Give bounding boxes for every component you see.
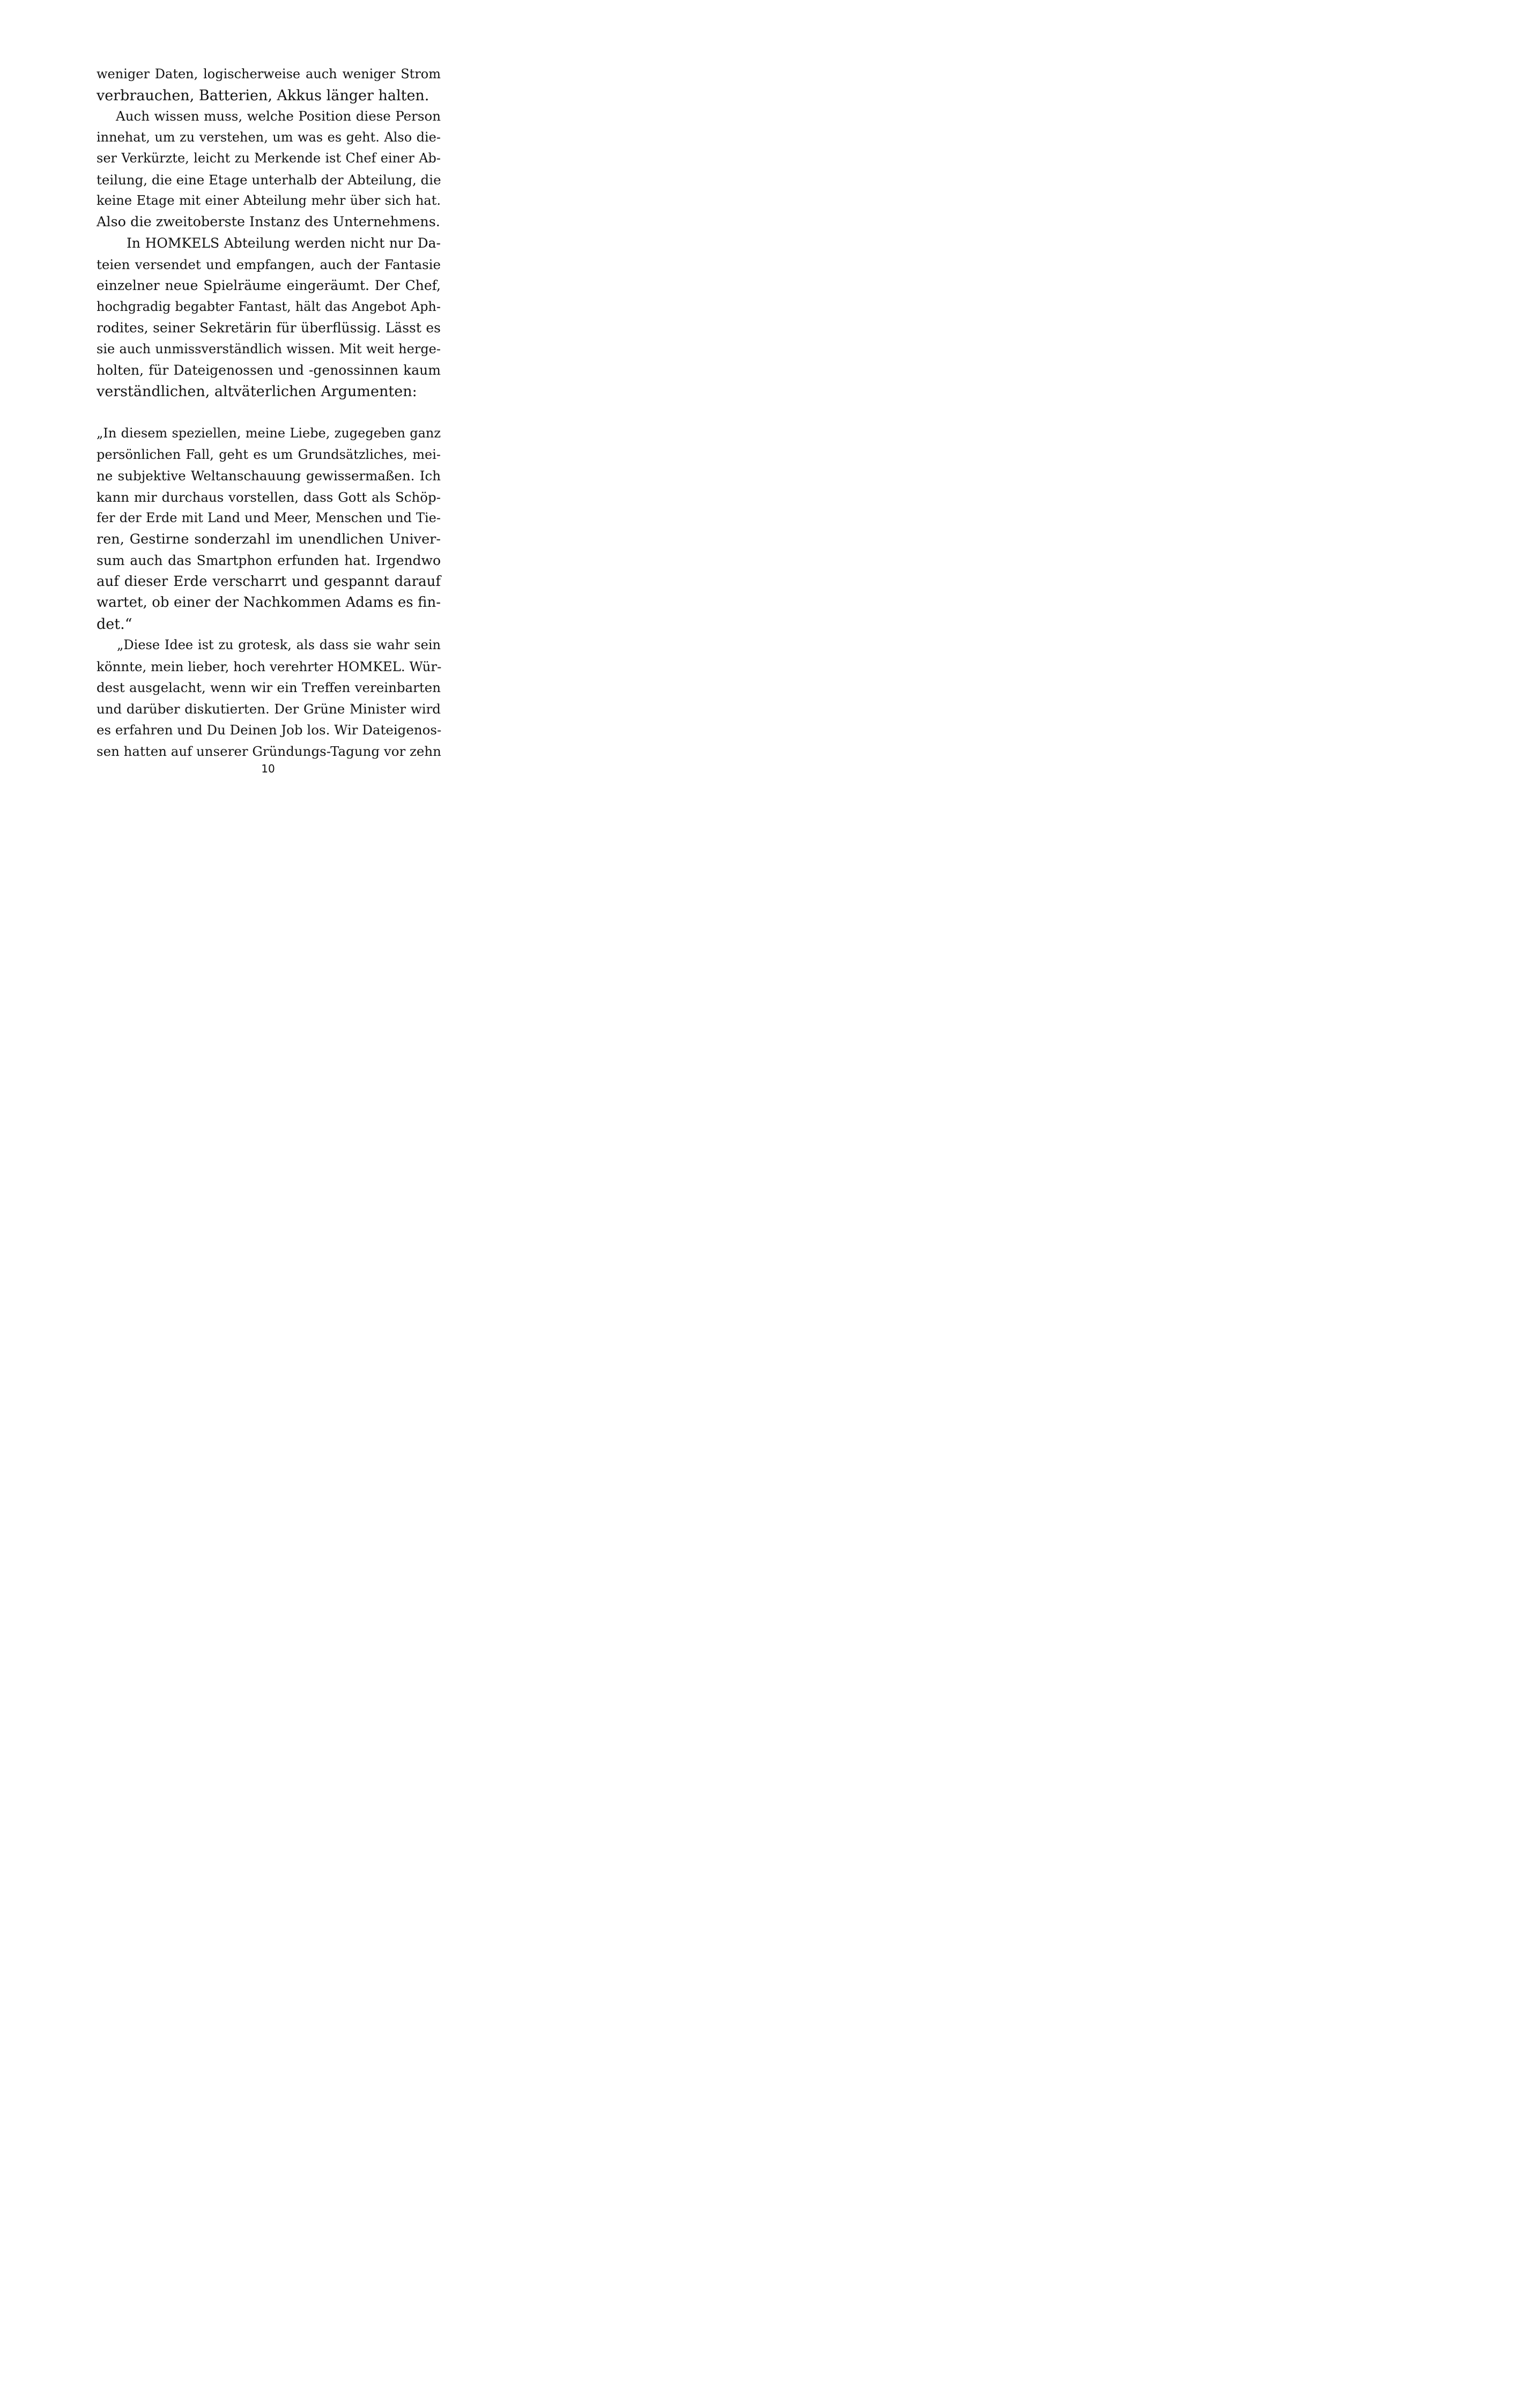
text-line: teien versendet und empfangen, auch der Fantasie (97, 256, 441, 272)
text-line: verbrauchen, Batterien, Akkus länger halten. (97, 87, 429, 104)
text-line: dest ausgelacht, wenn wir ein Treffen vereinbarten (97, 680, 441, 695)
text-line: fer der Erde mit Land und Meer, Menschen und Tie- (97, 510, 441, 525)
text-line: könnte, mein lieber, hoch verehrter HOMKEL. Wür- (97, 658, 442, 674)
text-line: persönlichen Fall, geht es um Grundsätzliches, mei- (97, 447, 441, 462)
text-line: det.“ (97, 615, 132, 633)
text-line: und darüber diskutierten. Der Grüne Minister wird (97, 701, 441, 717)
text-line: keine Etage mit einer Abteilung mehr über sich hat. (97, 193, 441, 208)
text-line: ne subjektive Weltanschauung gewissermaßen. Ich (97, 468, 441, 484)
text-line: hochgradig begabter Fantast, hält das Angebot Aph- (97, 299, 441, 314)
text-line: verständlichen, altväterlichen Argumenten: (97, 383, 417, 400)
text-line: ren, Gestirne sonderzahl im unendlichen Univer- (97, 531, 441, 547)
text-line: kann mir durchaus vorstellen, dass Gott als Schöp- (97, 489, 441, 505)
text-line: teilung, die eine Etage unterhalb der Abteilung, die (97, 172, 441, 188)
text-line: „Diese Idee ist zu grotesk, als dass sie wahr sein (117, 637, 441, 652)
text-line: innehat, um zu verstehen, um was es geht. Also die- (97, 129, 441, 145)
text-line: „In diesem speziellen, meine Liebe, zugegeben ganz (97, 426, 441, 441)
text-line: Also die zweitoberste Instanz des Unternehmens. (97, 213, 440, 230)
page-number: 10 (261, 762, 275, 775)
text-line: holten, für Dateigenossen und -genossinnen kaum (97, 362, 441, 378)
text-line: Auch wissen muss, welche Position diese Person (116, 108, 441, 124)
text-line: auf dieser Erde verscharrt und gespannt darauf (97, 573, 441, 590)
text-line: es erfahren und Du Deinen Job los. Wir Dateigenos- (97, 722, 442, 738)
text-line: wartet, ob einer der Nachkommen Adams es fin- (97, 594, 441, 611)
paragraph-5 (97, 635, 441, 762)
text-line: ser Verkürzte, leicht zu Merkende ist Chef einer Ab- (97, 151, 441, 166)
text-line: sen hatten auf unserer Gründungs-Tagung vor zehn (97, 743, 441, 759)
paragraph-2 (97, 106, 441, 233)
text-line: In HOMKELS Abteilung werden nicht nur Da- (127, 235, 441, 251)
text-line: weniger Daten, logischerweise auch weniger Strom (97, 66, 441, 81)
paragraph-4 (97, 423, 441, 635)
text-line: sie auch unmissverständlich wissen. Mit weit herge- (97, 341, 441, 356)
text-line: rodites, seiner Sekretärin für überflüssig. Lässt es (97, 320, 441, 336)
text-line: sum auch das Smartphon erfunden hat. Irgendwo (97, 553, 441, 568)
book-page (0, 0, 536, 851)
paragraph-3 (97, 233, 441, 402)
text-line: einzelner neue Spielräume eingeräumt. Der Chef, (97, 278, 441, 293)
paragraph-1 (97, 64, 441, 106)
